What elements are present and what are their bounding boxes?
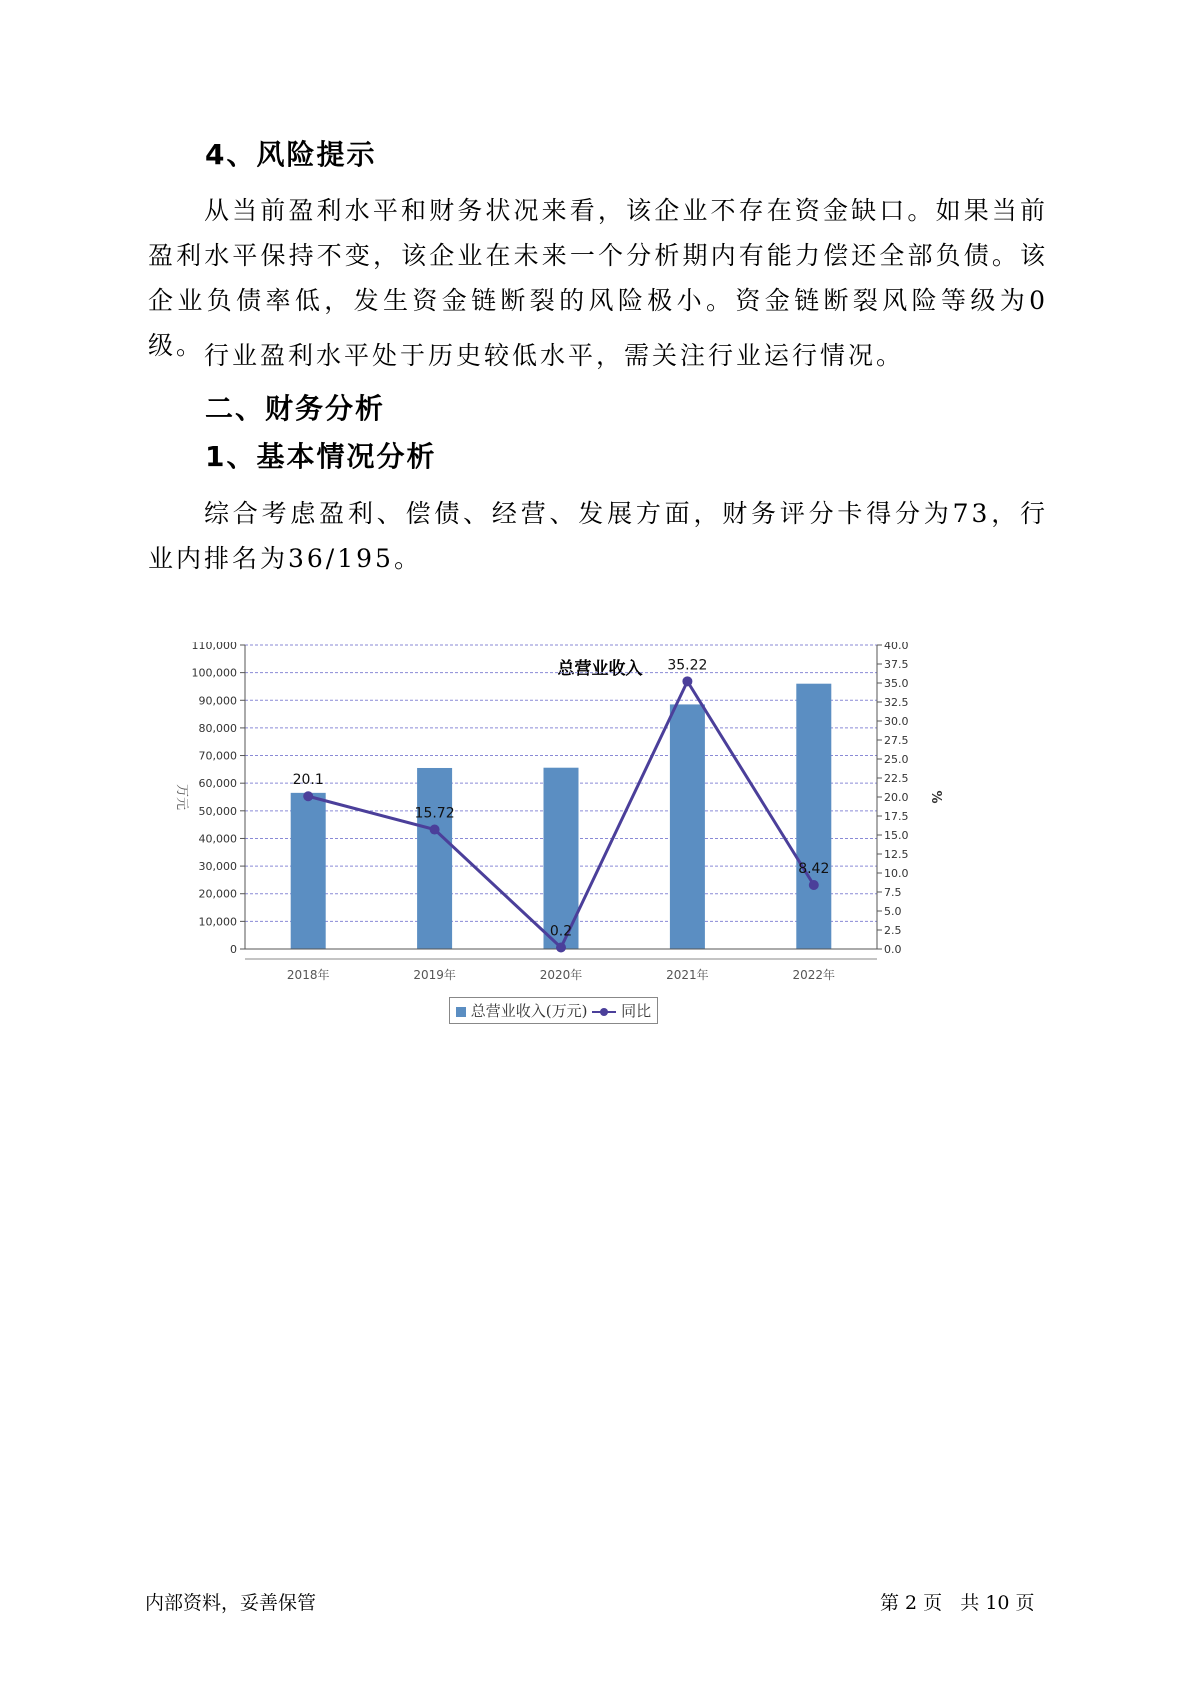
chart-legend — [449, 997, 658, 1024]
section-2-heading: 二、财务分析 — [205, 392, 386, 425]
score-paragraph: 综合考虑盈利、偿债、经营、发展方面，财务评分卡得分为73，行业内排名为36/195。 — [148, 499, 1048, 573]
right-tick-label: 15.0 — [884, 829, 909, 842]
x-tick-label: 2019年 — [413, 968, 456, 982]
section-4-heading: 4、风险提示 — [205, 138, 377, 171]
right-tick-label: 20.0 — [884, 791, 909, 804]
left-tick-label: 50,000 — [198, 804, 237, 818]
legend-bar-swatch — [456, 1007, 466, 1017]
risk-paragraph: 从当前盈利水平和财务状况来看，该企业不存在资金缺口。如果当前盈利水平保持不变，该企业在未来一个分析期内有能力偿还全部负债。该企业负债率低，发生资金链断裂的风险极小。资金链断裂风险等级为0级。 — [148, 196, 1048, 360]
left-tick-label: 110,000 — [191, 642, 237, 652]
left-tick-label: 60,000 — [198, 777, 237, 791]
left-tick-label: 0 — [230, 943, 237, 956]
footer-confidential: 内部资料，妥善保管 — [145, 1592, 317, 1614]
yoy-point — [303, 791, 313, 801]
y-axis-right-title: % — [928, 790, 943, 804]
right-tick-label: 7.5 — [884, 886, 902, 899]
revenue-bar — [670, 704, 705, 949]
basic-analysis-heading: 1、基本情况分析 — [205, 440, 437, 473]
right-tick-label: 17.5 — [884, 810, 909, 823]
left-tick-label: 70,000 — [198, 749, 237, 763]
right-tick-label: 10.0 — [884, 867, 909, 880]
yoy-data-label: 20.1 — [292, 772, 324, 789]
left-tick-label: 80,000 — [198, 721, 237, 735]
y-axis-title: 万元 — [174, 783, 189, 811]
right-tick-label: 30.0 — [884, 715, 909, 728]
right-tick-label: 5.0 — [884, 905, 902, 918]
right-tick-label: 2.5 — [884, 924, 902, 937]
yoy-point — [430, 825, 440, 835]
yoy-data-label: 0.2 — [549, 923, 573, 940]
x-tick-label: 2022年 — [792, 968, 836, 982]
left-tick-label: 100,000 — [191, 666, 237, 680]
x-tick-label: 2018年 — [286, 968, 330, 982]
right-tick-label: 27.5 — [884, 734, 909, 747]
x-tick-label: 2020年 — [539, 968, 583, 982]
left-tick-label: 90,000 — [198, 694, 237, 708]
legend-line-swatch — [592, 1007, 616, 1017]
revenue-bar — [417, 768, 452, 949]
yoy-point — [809, 880, 819, 890]
right-tick-label: 22.5 — [884, 772, 909, 785]
left-tick-label: 40,000 — [198, 832, 237, 846]
revenue-bar — [291, 793, 326, 949]
revenue-chart — [170, 642, 1030, 1102]
yoy-point — [556, 942, 566, 952]
legend-line-label: 同比 — [621, 1002, 652, 1020]
revenue-bar — [796, 684, 831, 949]
chart-title: 总营业收入 — [557, 659, 643, 679]
chart-svg — [170, 642, 1030, 1042]
legend-bar-label: 总营业收入(万元) — [470, 1002, 588, 1020]
yoy-data-label: 35.22 — [667, 657, 708, 674]
left-tick-label: 20,000 — [198, 887, 237, 901]
industry-paragraph: 行业盈利水平处于历史较低水平，需关注行业运行情况。 — [204, 341, 905, 370]
left-tick-label: 30,000 — [198, 860, 237, 874]
footer-page-number: 第 2 页 共 10 页 — [880, 1592, 1035, 1614]
right-tick-label: 0.0 — [884, 943, 902, 956]
yoy-data-label: 15.72 — [414, 805, 455, 822]
x-tick-label: 2021年 — [666, 968, 709, 982]
right-tick-label: 35.0 — [884, 677, 909, 690]
right-tick-label: 25.0 — [884, 753, 909, 766]
right-tick-label: 37.5 — [884, 658, 909, 671]
right-tick-label: 32.5 — [884, 696, 909, 709]
yoy-data-label: 8.42 — [798, 861, 830, 878]
right-tick-label: 40.0 — [884, 642, 909, 652]
left-tick-label: 10,000 — [198, 915, 237, 929]
yoy-point — [682, 676, 692, 686]
right-tick-label: 12.5 — [884, 848, 909, 861]
